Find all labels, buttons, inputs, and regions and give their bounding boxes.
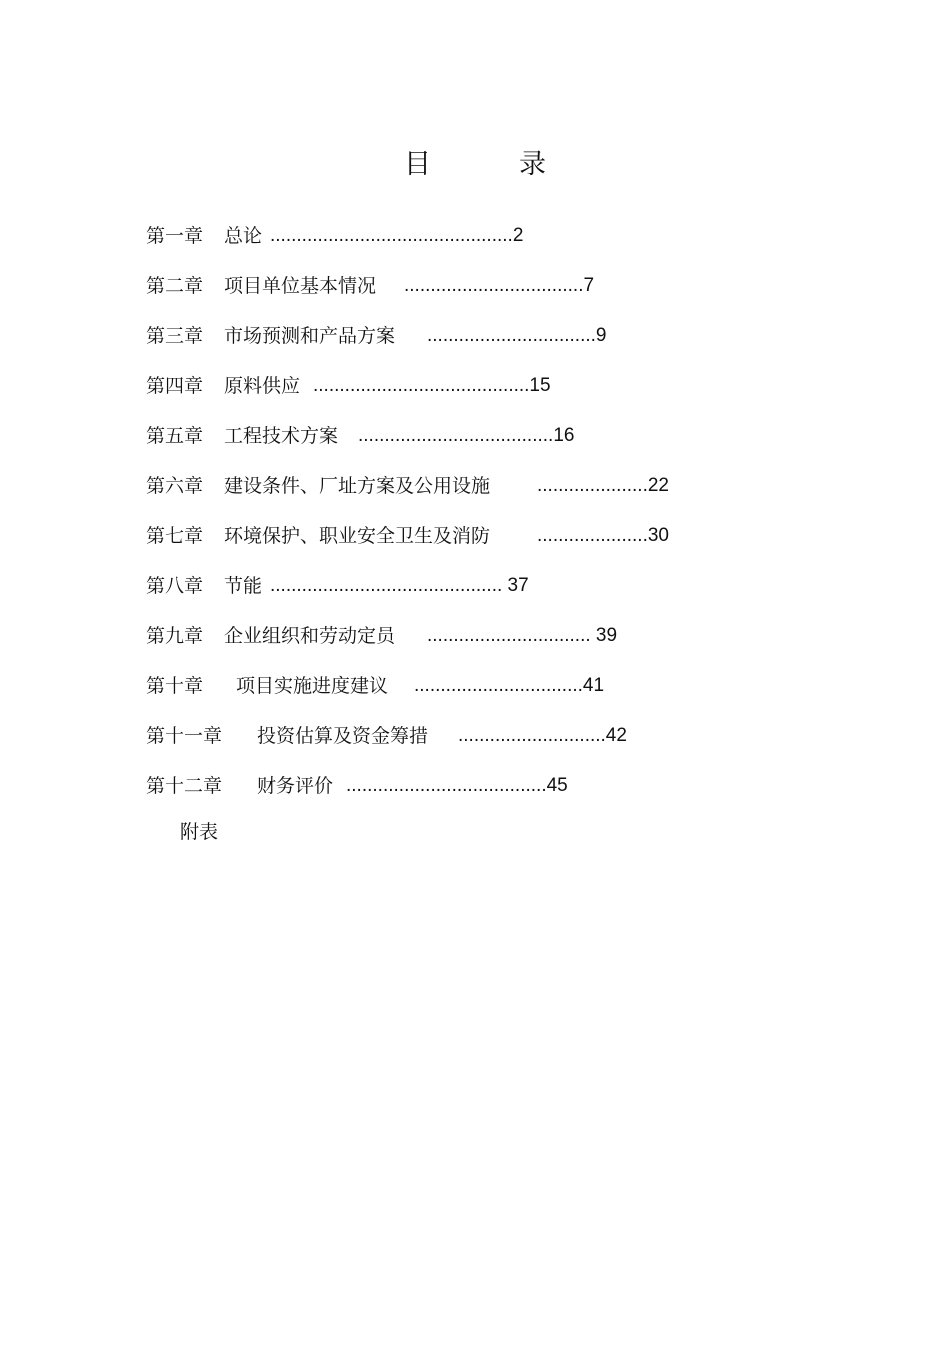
toc-chapter-title: 工程技术方案 [224, 425, 339, 447]
title-char-1: 目 [404, 149, 431, 180]
toc-chapter-number: 第五章 [146, 425, 204, 447]
toc-chapter-title: 市场预测和产品方案 [224, 325, 396, 347]
appendix-label: 附表 [180, 821, 219, 843]
toc-chapter-number: 第六章 [146, 475, 204, 497]
toc-entry [146, 522, 846, 572]
toc-chapter-number: 第十一章 [146, 725, 223, 747]
toc-chapter-number: 第十二章 [146, 775, 223, 797]
toc-page-leader: .....................22 [537, 475, 669, 496]
toc-chapter-number: 第九章 [146, 625, 204, 647]
toc-chapter-title: 项目单位基本情况 [224, 275, 377, 297]
toc-chapter-number: 第八章 [146, 575, 204, 597]
toc-page-leader: ................................9 [427, 325, 607, 346]
toc-entry [146, 472, 846, 522]
toc-chapter-number: 第十章 [146, 675, 204, 697]
toc-entry [146, 322, 846, 372]
toc-entry [146, 622, 846, 672]
toc-chapter-number: 第七章 [146, 525, 204, 547]
toc-chapter-title: 企业组织和劳动定员 [224, 625, 396, 647]
toc-entry [146, 372, 846, 422]
toc-page-leader: ............................42 [458, 725, 627, 746]
toc-page-leader: ......................................45 [346, 775, 568, 796]
table-of-contents [146, 222, 846, 822]
toc-chapter-number: 第四章 [146, 375, 204, 397]
toc-chapter-title: 建设条件、厂址方案及公用设施 [224, 475, 491, 497]
toc-chapter-number: 第一章 [146, 225, 204, 247]
toc-entry [146, 422, 846, 472]
toc-chapter-title: 投资估算及资金筹措 [257, 725, 429, 747]
toc-entry [146, 772, 846, 822]
toc-page-leader: ............................................ 37 [270, 575, 529, 596]
toc-page-leader: .........................................15 [313, 375, 551, 396]
toc-entry [146, 272, 846, 322]
toc-entry [146, 572, 846, 622]
toc-page-leader: ..................................7 [404, 275, 595, 296]
title-char-2: 录 [519, 149, 546, 180]
toc-chapter-number: 第三章 [146, 325, 204, 347]
toc-chapter-title: 原料供应 [224, 375, 301, 397]
toc-page-leader: ................................41 [414, 675, 605, 696]
toc-page-leader: .....................30 [537, 525, 669, 546]
toc-chapter-number: 第二章 [146, 275, 204, 297]
toc-chapter-title: 环境保护、职业安全卫生及消防 [224, 525, 491, 547]
toc-page-leader: ............................... 39 [427, 625, 618, 646]
toc-entry [146, 222, 846, 272]
toc-chapter-title: 项目实施进度建议 [236, 675, 389, 697]
page-title [0, 142, 950, 181]
toc-page-leader: .....................................16 [358, 425, 575, 446]
toc-chapter-title: 财务评价 [257, 775, 334, 797]
toc-chapter-title: 节能 [224, 575, 263, 597]
toc-entry [146, 672, 846, 722]
toc-chapter-title: 总论 [224, 225, 263, 247]
toc-entry [146, 722, 846, 772]
toc-page-leader: ..............................................2 [270, 225, 524, 246]
